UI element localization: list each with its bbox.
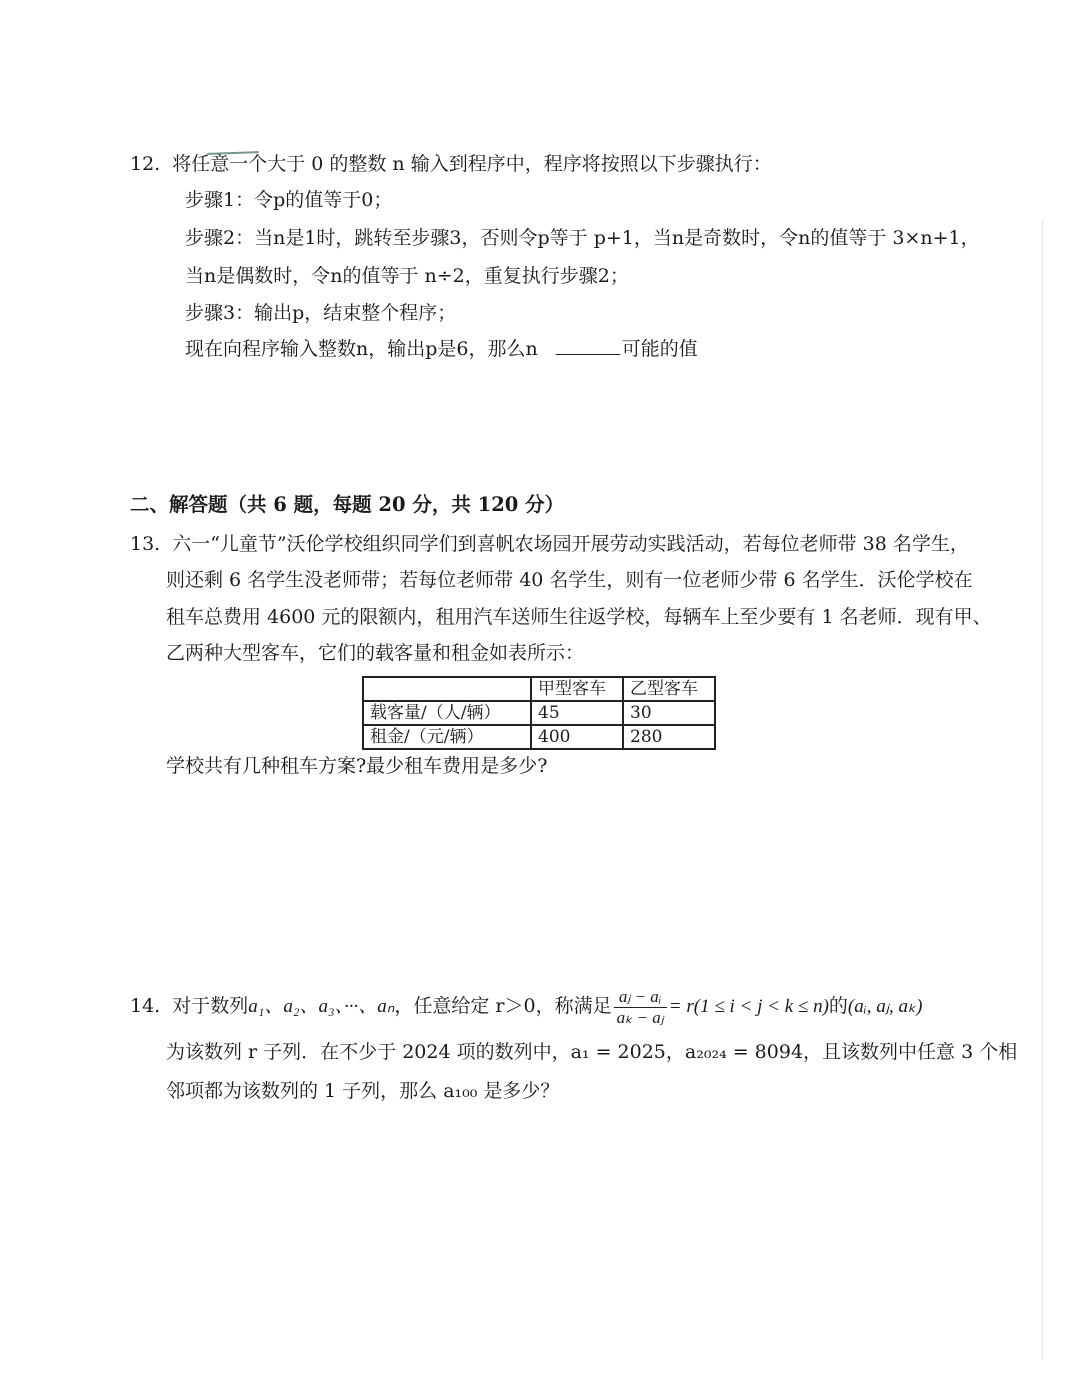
q12-question-text: 现在向程序输入整数n，输出p是6，那么n [185,338,538,360]
table-row [363,725,715,749]
table-header-cell [363,677,531,701]
section-2-heading: 二、解答题（共 6 题，每题 20 分，共 120 分） [130,493,565,516]
q14-fraction-numerator: aⱼ − aᵢ [614,987,667,1008]
table-cell: 30 [623,701,715,725]
q12-step1: 步骤1：令p的值等于0； [185,189,393,211]
q12-step3: 步骤3：输出p，结束整个程序； [185,302,457,324]
table-cell: 280 [623,725,715,749]
table-cell: 载客量/（人/辆） [363,701,531,725]
q14-prefix: 对于数列 [172,995,249,1017]
q14-of: 的 [828,995,848,1017]
q14-line2: 为该数列 r 子列．在不少于 2024 项的数列中，a₁ = 2025，a₂₀₂₄ = 8094，且该数列中任意 3 个相 [166,1041,1018,1063]
q12-stem: 将任意一个大于 0 的整数 n 输入到程序中，程序将按照以下步骤执行： [172,153,772,175]
q14-number: 14. [130,995,161,1017]
q14-fraction-denominator: aₖ − aⱼ [616,1007,664,1027]
table-row [363,701,715,725]
q12-step2-line2: 当n是偶数时，令n的值等于 n÷2，重复执行步骤2； [185,265,629,287]
q12-step2-line1: 步骤2：当n是1时，跳转至步骤3，否则令p等于 p+1，当n是奇数时，令n的值等于 3×n+1， [185,227,980,249]
q12-question [185,337,698,361]
q13-line2: 则还剩 6 名学生没老师带；若每位老师带 40 名学生，则有一位老师少带 6 名学生．沃伦学校在 [166,569,973,591]
q14-sequence: a₁、a₂、a₃、···、aₙ [248,996,395,1017]
table-cell: 400 [531,725,623,749]
q12-question-tail: 可能的值 [621,338,698,360]
q13-line4: 乙两种大型客车，它们的载客量和租金如表所示： [166,642,585,664]
q13-number: 13. [130,533,161,555]
table-header-cell: 甲型客车 [531,677,623,701]
q13-line1 [130,532,969,556]
q14-fraction [614,987,667,1028]
table-cell: 45 [531,701,623,725]
q13-question: 学校共有几种租车方案?最少租车费用是多少? [166,755,548,777]
q13-line3: 租车总费用 4600 元的限额内，租用汽车送师生往返学校，每辆车上至少要有 1 名老师．现有甲、 [166,606,992,628]
bus-rental-table [362,676,716,750]
page-edge-line [1042,220,1043,1360]
table-header-cell: 乙型客车 [623,677,715,701]
q12-answer-blank [556,338,620,355]
q14-line1 [130,984,922,1029]
q14-inequality: = r(1 ≤ i < j < k ≤ n) [668,996,829,1017]
table-header-row [363,677,715,701]
q13-line1-text: 六一“儿童节”沃伦学校组织同学们到喜帆农场园开展劳动实践活动，若每位老师带 38 名学生， [172,533,969,555]
table-cell: 租金/（元/辆） [363,725,531,749]
q14-line3: 邻项都为该数列的 1 子列，那么 a₁₀₀ 是多少？ [166,1080,560,1102]
q14-condition-text: ，任意给定 r＞0，称满足 [394,995,612,1017]
q14-tuple: (aᵢ, aⱼ, aₖ) [847,996,923,1017]
q12-number: 12. [130,153,161,175]
q12-stem-line [130,152,772,176]
